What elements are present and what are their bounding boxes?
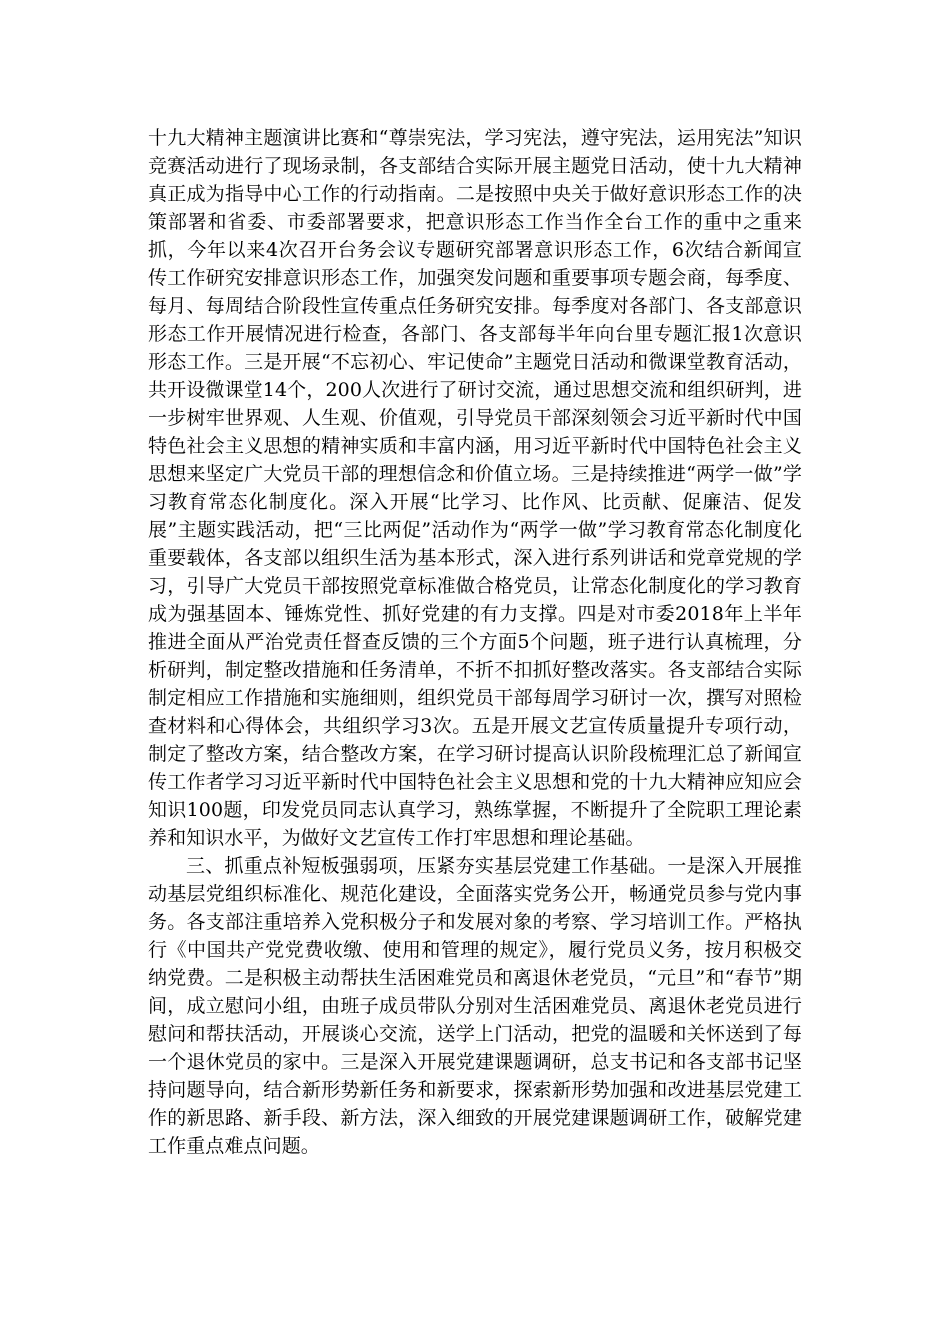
- body-paragraph-continued: 十九大精神主题演讲比赛和“尊崇宪法，学习宪法，遵守宪法，运用宪法”知识竞赛活动进行了现场录制，各支部结合实际开展主题党日活动，使十九大精神真正成为指导中心工作的行动指南。二是按照中央关于做好意识形态工作的决策部署和省委、市委部署要求，把意识形态工作当作全台工作的重中之重来抓，今年以来4次召开台务会议专题研究部署意识形态工作，6次结合新闻宣传工作研究安排意识形态工作，加强突发问题和重要事项专题会商，每季度、每月、每周结合阶段性宣传重点任务研究安排。每季度对各部门、各支部意识形态工作开展情况进行检查，各部门、各支部每半年向台里专题汇报1次意识形态工作。三是开展“不忘初心、牢记使命”主题党日活动和微课堂教育活动，共开设微课堂14个，200人次进行了研讨交流，通过思想交流和组织研判，进一步树牢世界观、人生观、价值观，引导党员干部深刻领会习近平新时代中国特色社会主义思想的精神实质和丰富内涵，用习近平新时代中国特色社会主义思想来坚定广大党员干部的理想信念和价值立场。三是持续推进“两学一做”学习教育常态化制度化。深入开展“比学习、比作风、比贡献、促廉洁、促发展”主题实践活动，把“三比两促”活动作为“两学一做”学习教育常态化制度化重要载体，各支部以组织生活为基本形式，深入进行系列讲话和党章党规的学习，引导广大党员干部按照党章标准做合格党员，让常态化制度化的学习教育成为强基固本、锤炼党性、抓好党建的有力支撑。四是对市委2018年上半年推进全面从严治党责任督查反馈的三个方面5个问题，班子进行认真梳理，分析研判，制定整改措施和任务清单，不折不扣抓好整改落实。各支部结合实际制定相应工作措施和实施细则，组织党员干部每周学习研讨一次，撰写对照检查材料和心得体会，共组织学习3次。五是开展文艺宣传质量提升专项行动，制定了整改方案，结合整改方案，在学习研讨提高认识阶段梳理汇总了新闻宣传工作者学习习近平新时代中国特色社会主义思想和党的十九大精神应知应会知识100题，印发党员同志认真学习，熟练掌握，不断提升了全院职工理论素养和知识水平，为做好文艺宣传工作打牢思想和理论基础。: [148, 127, 802, 849]
- document-body: [148, 124, 802, 1160]
- body-paragraph-section-three: 三、抓重点补短板强弱项，压紧夯实基层党建工作基础。一是深入开展推动基层党组织标准化、规范化建设，全面落实党务公开，畅通党员参与党内事务。各支部注重培养入党积极分子和发展对象的考察、学习培训工作。严格执行《中国共产党党费收缴、使用和管理的规定》，履行党员义务，按月积极交纳党费。二是积极主动帮扶生活困难党员和离退休老党员，“元旦”和“春节”期间，成立慰问小组，由班子成员带队分别对生活困难党员、离退休老党员进行慰问和帮扶活动，开展谈心交流，送学上门活动，把党的温暖和关怀送到了每一个退休党员的家中。三是深入开展党建课题调研，总支书记和各支部书记坚持问题导向，结合新形势新任务和新要求，探索新形势加强和改进基层党建工作的新思路、新手段、新方法，深入细致的开展党建课题调研工作，破解党建工作重点难点问题。: [148, 855, 802, 1157]
